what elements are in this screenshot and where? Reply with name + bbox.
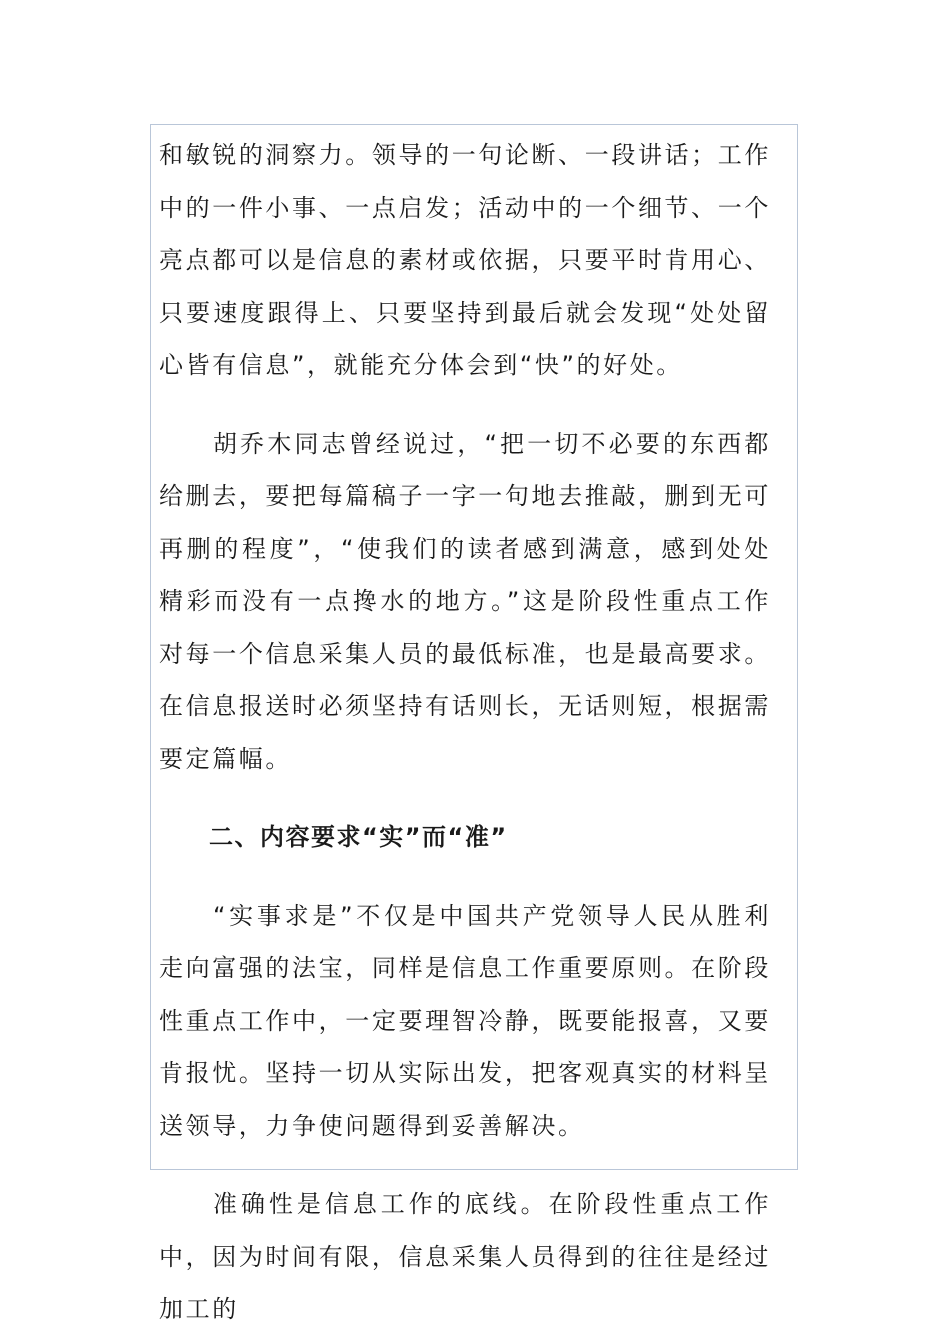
paragraph-3: “实事求是”不仅是中国共产党领导人民从胜利走向富强的法宝，同样是信息工作重要原则。在阶段性重点工作中，一定要理智冷静，既要能报喜，又要肯报忧。坚持一切从实际出发，把客观真实的材料呈送领导，力争使问题得到妥善解决。 xyxy=(159,901,771,1140)
paragraph-4: 准确性是信息工作的底线。在阶段性重点工作中，因为时间有限，信息采集人员得到的往往是经过加工的 xyxy=(159,1190,771,1323)
paragraph-gap xyxy=(159,785,771,811)
page-frame xyxy=(150,124,798,1323)
paragraph-gap xyxy=(159,392,771,418)
paragraph-gap xyxy=(159,1152,771,1178)
paragraph-1: 和敏锐的洞察力。领导的一句论断、一段讲话；工作中的一件小事、一点启发；活动中的一个细节、一个亮点都可以是信息的素材或依据，只要平时肯用心、只要速度跟得上、只要坚持到最后就会发现“处处留心皆有信息”，就能充分体会到“快”的好处。 xyxy=(159,141,771,379)
paragraph-2: 胡乔木同志曾经说过，“把一切不必要的东西都给删去，要把每篇稿子一字一句地去推敲，删到无可再删的程度”，“使我们的读者感到满意，感到处处精彩而没有一点搀水的地方。”这是阶段性重点工作对每一个信息采集人员的最低标准，也是最高要求。在信息报送时必须坚持有话则长，无话则短，根据需要定篇幅。 xyxy=(159,429,771,773)
section-heading: 二、内容要求“实”而“准” xyxy=(209,823,508,851)
document-body xyxy=(159,129,771,1336)
paragraph-gap xyxy=(159,864,771,890)
